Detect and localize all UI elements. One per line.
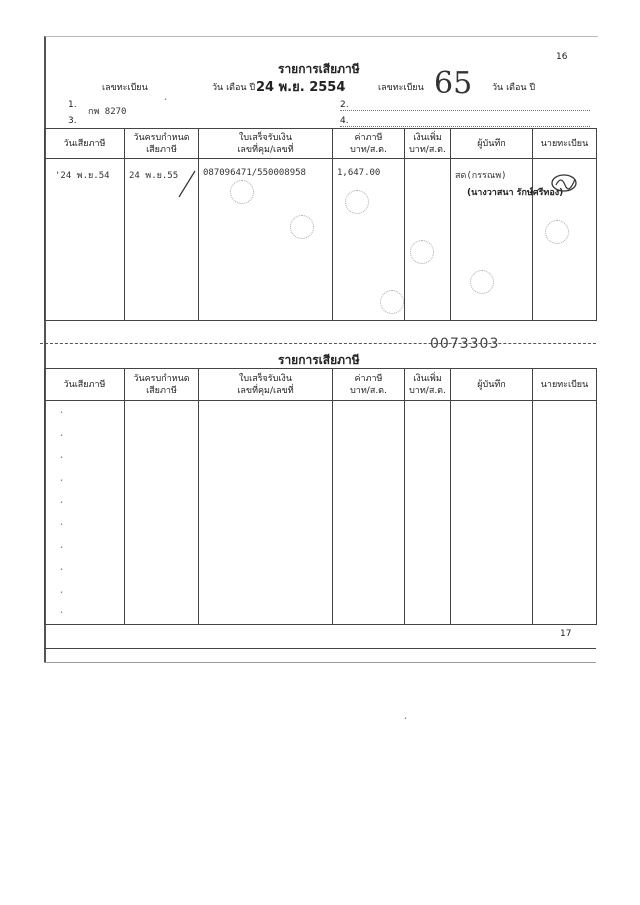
line-number-3: 3. <box>68 116 77 126</box>
empty-cell <box>45 401 125 625</box>
row-marker: • <box>60 455 63 461</box>
page-number-bottom: 17 <box>560 629 572 639</box>
date-label-right: วัน เดือน ปี <box>492 83 536 93</box>
bottom-edge <box>44 662 596 663</box>
header-recorder: ผู้บันทึก <box>451 369 533 401</box>
section-title-bottom: รายการเสียภาษี <box>278 353 360 367</box>
empty-cell <box>451 401 533 625</box>
row-recorder-name: (นางวาสนา รักษ์ศรีทอง) <box>467 188 564 198</box>
cut-line <box>40 343 596 344</box>
page-number-top: 16 <box>556 52 568 62</box>
tax-table-bottom <box>44 368 597 625</box>
watermark-stamp <box>345 190 369 214</box>
row-marker: • <box>60 567 63 573</box>
cell-surcharge <box>405 159 451 321</box>
row-marker: • <box>60 500 63 506</box>
line-number-4: 4. <box>340 116 349 126</box>
header-registrar: นายทะเบียน <box>533 369 597 401</box>
reg-label-right: เลขทะเบียน <box>378 83 424 93</box>
watermark-stamp <box>545 220 569 244</box>
header-surcharge: เงินเพิ่ม บาท/ส.ต. <box>405 129 451 159</box>
row-receipt: 087096471/550008958 <box>203 168 306 178</box>
row-marker: • <box>60 433 63 439</box>
header-registrar: นายทะเบียน <box>533 129 597 159</box>
watermark-stamp <box>380 290 404 314</box>
scan-speck: • <box>404 716 407 722</box>
row-marker: • <box>60 545 63 551</box>
row-recorder: สด(กรรณพ) <box>455 171 507 181</box>
empty-cell <box>533 401 597 625</box>
header-tax: ค่าภาษี บาท/ส.ต. <box>333 369 405 401</box>
handwritten-reg-number: 65 <box>434 66 473 101</box>
row-marker: • <box>60 590 63 596</box>
check-mark-icon <box>177 169 197 199</box>
header-pay-date: วันเสียภาษี <box>45 129 125 159</box>
scan-speck: • <box>164 97 167 103</box>
header-receipt: ใบเสร็จรับเงิน เลขที่คุม/เลขที่ <box>199 369 333 401</box>
row-tax: 1,647.00 <box>337 168 381 178</box>
line-number-2: 2. <box>340 100 349 110</box>
row-marker: • <box>60 410 63 416</box>
watermark-stamp <box>290 215 314 239</box>
cell-recorder <box>451 159 564 321</box>
row-marker: • <box>60 522 63 528</box>
plate-number: กพ 8270 <box>88 107 127 117</box>
watermark-stamp <box>410 240 434 264</box>
header-tax: ค่าภาษี บาท/ส.ต. <box>333 129 405 159</box>
header-pay-date: วันเสียภาษี <box>45 369 125 401</box>
cut-number: 0073303 <box>430 336 500 352</box>
row-due-date: 24 พ.ย.55 <box>129 171 179 181</box>
header-recorder: ผู้บันทึก <box>451 129 533 159</box>
row-marker: • <box>60 478 63 484</box>
date-label: วัน เดือน ปี <box>212 83 256 93</box>
empty-cell <box>405 401 451 625</box>
header-receipt: ใบเสร็จรับเงิน เลขที่คุม/เลขที่ <box>199 129 333 159</box>
reg-label-left: เลขทะเบียน <box>102 83 148 93</box>
footer-line <box>44 648 596 649</box>
line-4-underline <box>340 126 590 127</box>
header-due-date: วันครบกำหนด เสียภาษี <box>125 369 199 401</box>
row-pay-date: '24 พ.ย.54 <box>55 171 110 181</box>
header-due-date: วันครบกำหนด เสียภาษี <box>125 129 199 159</box>
section-title-top: รายการเสียภาษี <box>278 62 360 76</box>
tax-table-top <box>44 128 597 321</box>
empty-cell <box>125 401 199 625</box>
date-value: 24 พ.ย. 2554 <box>256 80 346 95</box>
cell-pay-date <box>45 159 125 321</box>
line-number-1: 1. <box>68 100 77 110</box>
row-marker: • <box>60 610 63 616</box>
header-surcharge: เงินเพิ่ม บาท/ส.ต. <box>405 369 451 401</box>
empty-cell <box>199 401 333 625</box>
line-2-underline <box>340 110 590 111</box>
watermark-stamp <box>470 270 494 294</box>
watermark-stamp <box>230 180 254 204</box>
empty-cell <box>333 401 405 625</box>
signature-icon <box>549 171 579 195</box>
cell-receipt <box>199 159 333 321</box>
cell-due-date <box>125 159 199 321</box>
